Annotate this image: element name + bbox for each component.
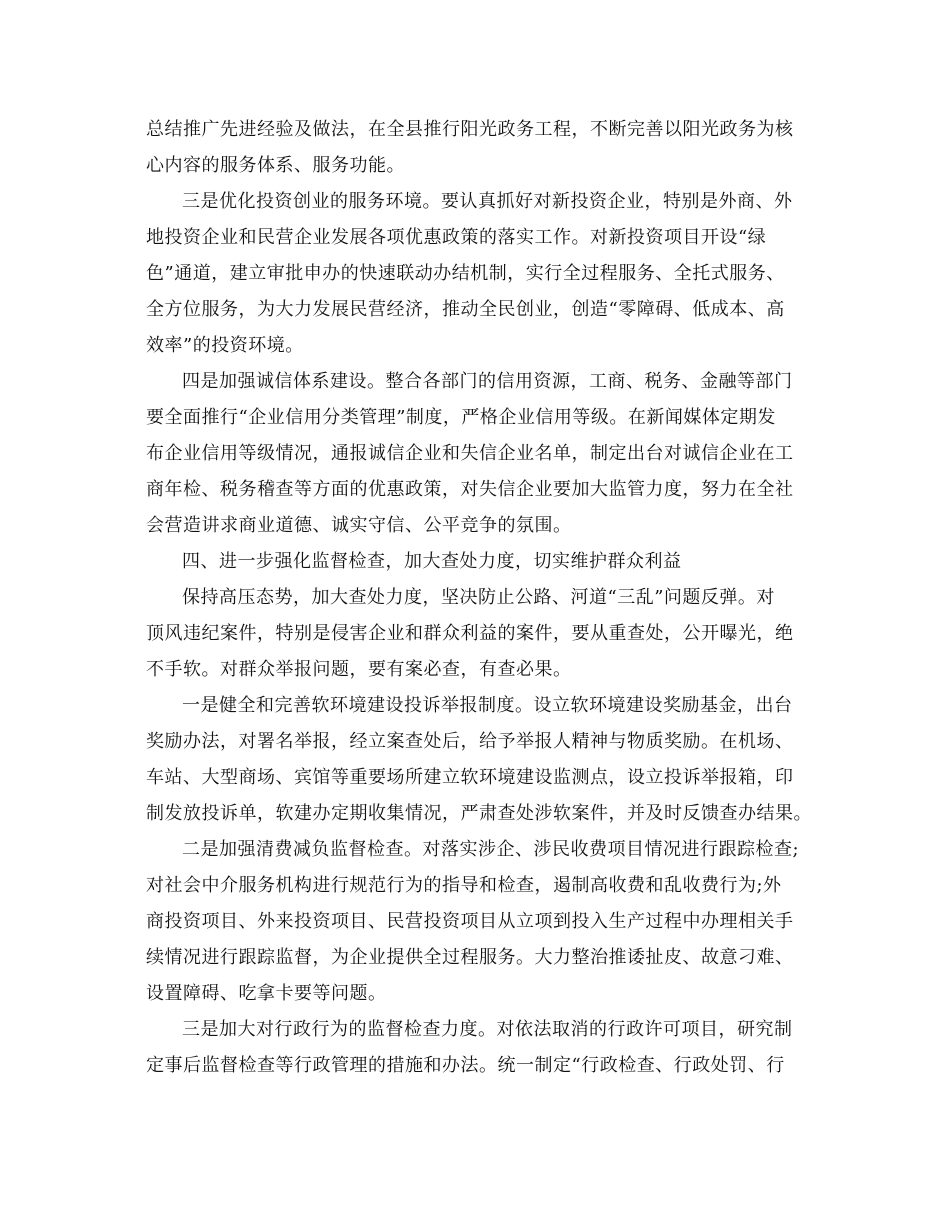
text-line: 效率”的投资环境。: [146, 335, 304, 356]
text-line: 布企业信用等级情况，通报诚信企业和失信企业名单，制定出台对诚信企业在工: [146, 443, 794, 464]
text-line: 续情况进行跟踪监督，为企业提供全过程服务。大力整治推诿扯皮、故意刁难、: [146, 947, 794, 968]
text-line: 定事后监督检查等行政管理的措施和办法。统一制定“行政检查、行政处罚、行: [146, 1055, 785, 1076]
text-line: 三是加大对行政行为的监督检查力度。对依法取消的行政许可项目，研究制: [182, 1019, 793, 1040]
text-line: 制发放投诉单，软建办定期收集情况，严肃查处涉软案件，并及时反馈查办结果。: [146, 803, 812, 824]
text-line: 对社会中介服务机构进行规范行为的指导和检查，遏制高收费和乱收费行为;外: [146, 875, 782, 896]
text-line: 要全面推行“企业信用分类管理”制度，严格企业信用等级。在新闻媒体定期发: [146, 407, 776, 428]
text-line: 不手软。对群众举报问题，要有案必查，有查必果。: [146, 659, 572, 680]
text-line: 四、进一步强化监督检查，加大查处力度，切实维护群众利益: [182, 551, 682, 572]
text-line: 保持高压态势，加大查处力度，坚决防止公路、河道“三乱”问题反弹。对: [182, 587, 775, 608]
document-body: [146, 112, 812, 1084]
text-line: 四是加强诚信体系建设。整合各部门的信用资源，工商、税务、金融等部门: [182, 371, 793, 392]
text-line: 设置障碍、吃拿卡要等问题。: [146, 983, 387, 1004]
text-line: 车站、大型商场、宾馆等重要场所建立软环境建设监测点，设立投诉举报箱，印: [146, 767, 794, 788]
text-line: 会营造讲求商业道德、诚实守信、公平竞争的氛围。: [146, 515, 572, 536]
text-line: 奖励办法，对署名举报，经立案查处后，给予举报人精神与物质奖励。在机场、: [146, 731, 794, 752]
text-line: 心内容的服务体系、服务功能。: [146, 155, 405, 176]
text-line: 总结推广先进经验及做法，在全县推行阳光政务工程，不断完善以阳光政务为核: [146, 119, 794, 140]
text-line: 一是健全和完善软环境建设投诉举报制度。设立软环境建设奖励基金，出台: [182, 695, 793, 716]
text-line: 地投资企业和民营企业发展各项优惠政策的落实工作。对新投资项目开设“绿: [146, 227, 767, 248]
text-line: 顶风违纪案件，特别是侵害企业和群众利益的案件，要从重查处，公开曝光，绝: [146, 623, 794, 644]
text-line: 三是优化投资创业的服务环境。要认真抓好对新投资企业，特别是外商、外: [182, 191, 793, 212]
text-line: 商投资项目、外来投资项目、民营投资项目从立项到投入生产过程中办理相关手: [146, 911, 794, 932]
text-line: 二是加强清费减负监督检查。对落实涉企、涉民收费项目情况进行跟踪检查;: [182, 839, 800, 860]
text-line: 全方位服务，为大力发展民营经济，推动全民创业，创造“零障碍、低成本、高: [146, 299, 785, 320]
text-line: 色”通道，建立审批申办的快速联动办结机制，实行全过程服务、全托式服务、: [146, 263, 785, 284]
text-line: 商年检、税务稽查等方面的优惠政策，对失信企业要加大监管力度，努力在全社: [146, 479, 794, 500]
